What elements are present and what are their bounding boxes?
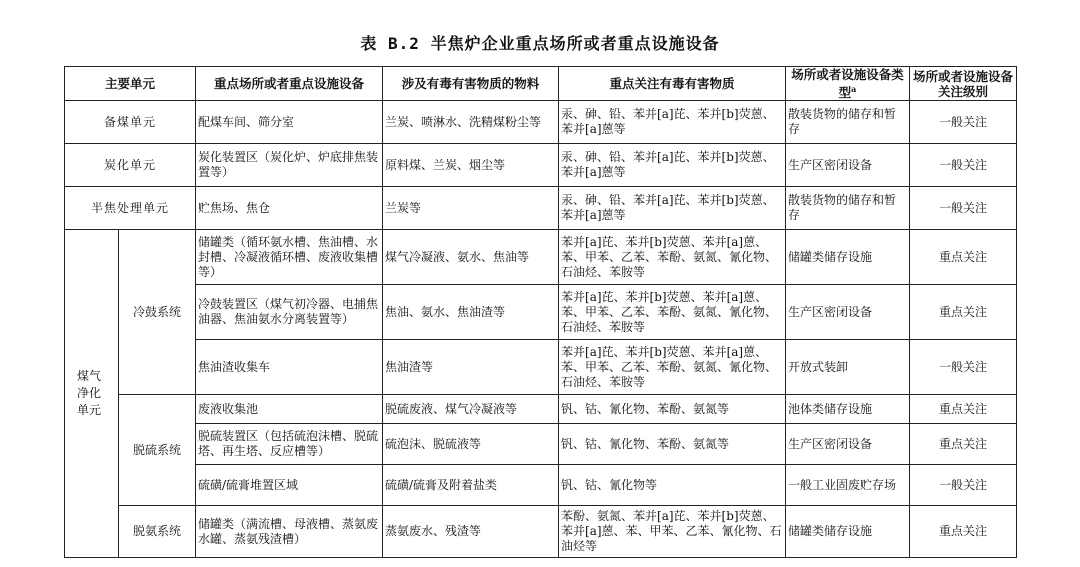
materials-cell: 焦油、氨水、焦油渣等 [383, 285, 559, 340]
type-cell: 储罐类储存设施 [786, 230, 910, 285]
site-cell: 储罐类（循环氨水槽、焦油槽、水封槽、冷凝液循环槽、废液收集槽等） [196, 230, 383, 285]
table-row [65, 465, 1017, 506]
level-cell: 重点关注 [910, 285, 1017, 340]
table-row [65, 340, 1017, 395]
substances-cell: 汞、砷、铅、苯并[a]芘、苯并[b]荧蒽、苯并[a]蒽等 [559, 187, 786, 230]
header-type-label: 场所或者设施设备类型 [791, 67, 904, 101]
table-header-row [65, 67, 1017, 101]
substances-cell: 钒、钴、氰化物、苯酚、氨氮等 [559, 395, 786, 424]
type-cell: 池体类储存设施 [786, 395, 910, 424]
materials-cell: 硫磺/硫膏及附着盐类 [383, 465, 559, 506]
level-cell: 一般关注 [910, 187, 1017, 230]
materials-cell: 焦油渣等 [383, 340, 559, 395]
materials-cell: 兰炭、喷淋水、洗精煤粉尘等 [383, 101, 559, 144]
type-cell: 一般工业固废贮存场 [786, 465, 910, 506]
system-cell: 脱硫系统 [119, 395, 196, 506]
level-cell: 重点关注 [910, 506, 1017, 558]
site-cell: 焦油渣收集车 [196, 340, 383, 395]
site-cell: 脱硫装置区（包括硫泡沫槽、脱硫塔、再生塔、反应槽等） [196, 424, 383, 465]
header-type [786, 67, 910, 101]
header-type-footnote-mark: a [851, 84, 857, 94]
materials-cell: 煤气冷凝液、氨水、焦油等 [383, 230, 559, 285]
type-cell: 散装货物的储存和暂存 [786, 187, 910, 230]
table-row [65, 285, 1017, 340]
site-cell: 储罐类（满流槽、母液槽、蒸氨废水罐、蒸氨残渣槽） [196, 506, 383, 558]
header-level: 场所或者设施设备关注级别 [910, 67, 1017, 101]
type-cell: 储罐类储存设施 [786, 506, 910, 558]
substances-cell: 汞、砷、铅、苯并[a]芘、苯并[b]荧蒽、苯并[a]蒽等 [559, 101, 786, 144]
substances-cell: 汞、砷、铅、苯并[a]芘、苯并[b]荧蒽、苯并[a]蒽等 [559, 144, 786, 187]
header-substances: 重点关注有毒有害物质 [559, 67, 786, 101]
level-cell: 一般关注 [910, 340, 1017, 395]
site-cell: 炭化装置区（炭化炉、炉底排焦装置等） [196, 144, 383, 187]
site-cell: 贮焦场、焦仓 [196, 187, 383, 230]
level-cell: 重点关注 [910, 424, 1017, 465]
table-row [65, 506, 1017, 558]
type-cell: 散装货物的储存和暂存 [786, 101, 910, 144]
table-row [65, 424, 1017, 465]
table-row [65, 101, 1017, 144]
level-cell: 一般关注 [910, 144, 1017, 187]
materials-cell: 原料煤、兰炭、烟尘等 [383, 144, 559, 187]
system-cell: 脱氨系统 [119, 506, 196, 558]
substances-cell: 苯并[a]芘、苯并[b]荧蒽、苯并[a]蒽、苯、甲苯、乙苯、苯酚、氨氮、氰化物、石油烃、苯胺等 [559, 230, 786, 285]
materials-cell: 脱硫废液、煤气冷凝液等 [383, 395, 559, 424]
type-cell: 开放式装卸 [786, 340, 910, 395]
materials-cell: 蒸氨废水、残渣等 [383, 506, 559, 558]
substances-cell: 苯并[a]芘、苯并[b]荧蒽、苯并[a]蒽、苯、甲苯、乙苯、苯酚、氨氮、氰化物、石油烃、苯胺等 [559, 285, 786, 340]
site-cell: 硫磺/硫膏堆置区域 [196, 465, 383, 506]
substances-cell: 钒、钴、氰化物、苯酚、氨氮等 [559, 424, 786, 465]
unit-cell: 半焦处理单元 [65, 187, 196, 230]
system-cell: 冷鼓系统 [119, 230, 196, 395]
header-materials: 涉及有毒有害物质的物料 [383, 67, 559, 101]
header-site: 重点场所或者重点设施设备 [196, 67, 383, 101]
level-cell: 重点关注 [910, 230, 1017, 285]
type-cell: 生产区密闭设备 [786, 285, 910, 340]
table-row [65, 187, 1017, 230]
substances-cell: 苯酚、氨氮、苯并[a]芘、苯并[b]荧蒽、苯并[a]蒽、苯、甲苯、乙苯、氰化物、石油烃等 [559, 506, 786, 558]
site-cell: 冷鼓装置区（煤气初冷器、电捕焦油器、焦油氨水分离装置等） [196, 285, 383, 340]
table-row [65, 144, 1017, 187]
level-cell: 一般关注 [910, 465, 1017, 506]
page-title: 表 B.2 半焦炉企业重点场所或者重点设施设备 [360, 34, 720, 53]
gas-unit-cell [65, 230, 119, 558]
unit-cell: 备煤单元 [65, 101, 196, 144]
level-cell: 一般关注 [910, 101, 1017, 144]
unit-cell: 炭化单元 [65, 144, 196, 187]
facility-table [64, 66, 1017, 558]
level-cell: 重点关注 [910, 395, 1017, 424]
materials-cell: 硫泡沫、脱硫液等 [383, 424, 559, 465]
table-row [65, 230, 1017, 285]
substances-cell: 钒、钴、氰化物等 [559, 465, 786, 506]
type-cell: 生产区密闭设备 [786, 144, 910, 187]
table-row [65, 395, 1017, 424]
materials-cell: 兰炭等 [383, 187, 559, 230]
substances-cell: 苯并[a]芘、苯并[b]荧蒽、苯并[a]蒽、苯、甲苯、乙苯、苯酚、氨氮、氰化物、石油烃、苯胺等 [559, 340, 786, 395]
type-cell: 生产区密闭设备 [786, 424, 910, 465]
site-cell: 废液收集池 [196, 395, 383, 424]
gas-unit-label: 煤气净化单元 [77, 369, 102, 418]
site-cell: 配煤车间、筛分室 [196, 101, 383, 144]
header-unit: 主要单元 [65, 67, 196, 101]
